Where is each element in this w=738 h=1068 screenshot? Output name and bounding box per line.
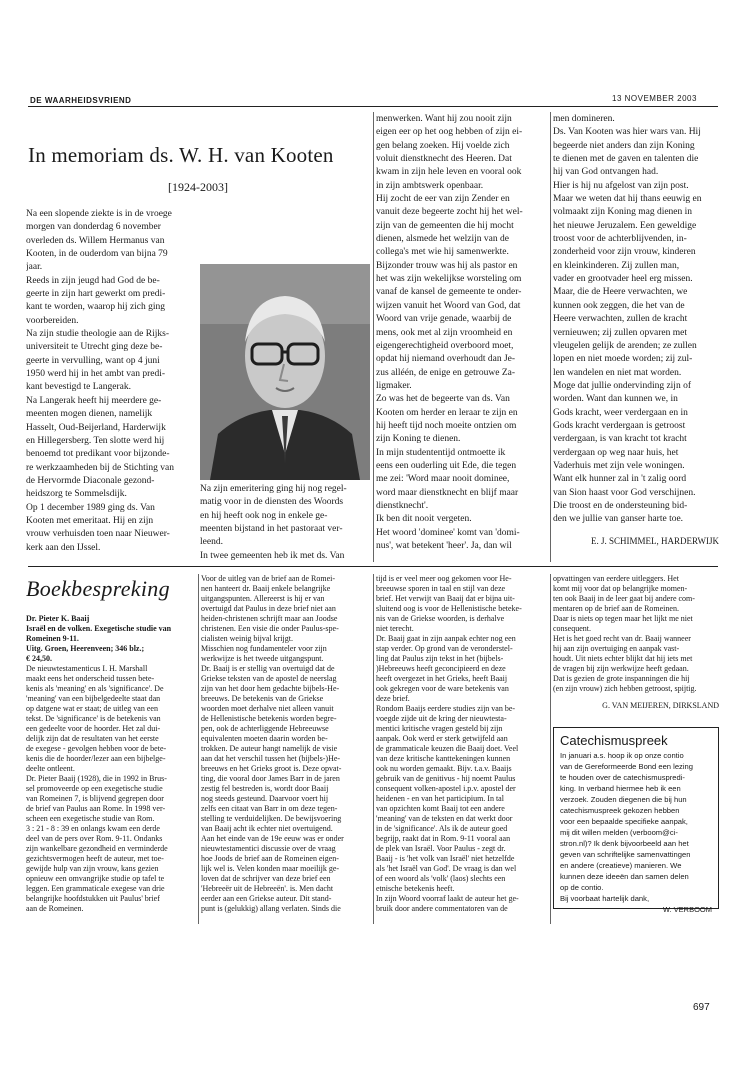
text-line: Woord van vrije genade, waarbij de — [376, 314, 512, 325]
text-line: Bij voorbaat hartelijk dank, — [560, 894, 650, 903]
text-line: scheen een exegetische studie van Rom. — [26, 814, 155, 823]
text-line: Maar we weten dat hij thans eeuwig en — [553, 194, 702, 205]
text-line: len wandelen en niet mat worden. — [553, 367, 682, 378]
text-line: voorbereiden. — [26, 315, 79, 326]
text-line: overleden ds. Willem Hermanus van — [26, 235, 165, 246]
book-title-line: Israël en de volken. Exegetische studie van Romeinen 9-11. — [26, 624, 172, 643]
text-line: Griekse teksten van de apostel de neerslag — [201, 674, 337, 683]
text-line: ligmaker. — [376, 380, 412, 391]
text-line: van deze kritische kanttekeningen kunnen — [376, 754, 511, 763]
text-line: vanaf de kansel de gemeente te onder- — [376, 287, 522, 298]
text-line: opvattingen van eerdere uitleggers. Het — [553, 574, 679, 583]
text-line: lijk wel is. Velen konden maar moeilijk ge- — [201, 864, 340, 873]
text-line: ten ook Baaij in de leer gaat bij andere com- — [553, 594, 695, 603]
text-line: kunnen deze ideeën dan samen delen — [560, 872, 689, 881]
text-line: gezichtsvermogen heeft de auteur, met toe- — [26, 854, 164, 863]
text-line: 3 : 21 - 8 : 39 en onlangs kwam een derde — [26, 824, 160, 833]
text-line: eigengerechtigheid overboord moet, — [376, 340, 514, 351]
text-line: uitgangspunten. Allereerst is hij er van — [201, 594, 325, 603]
text-line: van de Gereformeerde Bond een lezing — [560, 762, 693, 771]
text-line: kunnen ook zeggen, die het van de — [553, 300, 685, 311]
text-line: de grammaticale keuzen die Baaij doet. Veel — [376, 744, 519, 753]
text-line: mij dit willen melden (verboom@ci- — [560, 828, 678, 837]
text-line: woorden moet derhalve niet alleen vanuit — [201, 704, 334, 713]
text-line: zijn wankelbare gezondheid en verminderde — [26, 844, 168, 853]
text-line: heeft overgezet in het Grieks, heeft Baaij — [376, 674, 508, 683]
text-line: In zijn Woord voorraf laakt de auteur het ge- — [376, 894, 519, 903]
memoriam-column-2 — [200, 483, 370, 563]
text-line: gen belang zoeken. Hij voelde zich — [376, 140, 510, 151]
text-line: Dat is gezien de grote inspanningen die hij — [553, 674, 690, 683]
text-line: Hier is hij nu afgelost van zijn post. — [553, 180, 689, 191]
text-line: het nieuwe Jeruzalem. Een geweldige — [553, 220, 697, 231]
text-line: 'Hebreeër uit de Hebreeën'. is. Men dacht — [201, 884, 334, 893]
catechismus-signature: W. VERBOOM — [662, 905, 712, 914]
text-line: stelling te verduidelijken. De bewijsvoering — [201, 814, 342, 823]
boekbespreking-title: Boekbespreking — [26, 576, 170, 601]
text-line: Na een slopende ziekte is in de vroege — [26, 209, 172, 219]
text-line: kant bevestigd te Langerak. — [26, 382, 131, 393]
text-line: menwerken. Want hij zou nooit zijn — [376, 114, 512, 124]
book-publisher: Uitg. Groen, Heerenveen; 346 blz.; — [26, 644, 145, 653]
text-line: Kooten met emeritaat. Hij en zijn — [26, 515, 154, 526]
text-line: punt is (gelukkig) allang verlaten. Sinds die — [201, 904, 341, 913]
text-line: zonderheid voor zijn vrouw, kinderen — [553, 247, 696, 258]
text-line: Baaij - is 'het volk van Israël' niet hetzelfde — [376, 854, 515, 863]
text-line: vanuit deze begeerte zocht hij het wel- — [376, 207, 523, 218]
text-line: en andere (creatieve) manieren. We — [560, 861, 682, 870]
text-line: vrouw verhuisden toen naar Nieuwer- — [26, 529, 170, 540]
text-line: mentaren op de brief aan de Romeinen. — [553, 604, 679, 613]
text-line: cialisten weinig bijval krijgt. — [201, 634, 293, 643]
text-line: Dr. Pieter Baaij (1928), die in 1992 in Brus- — [26, 774, 167, 783]
text-line: )Hebreeuws heeft geconcipieerd en deze — [376, 664, 506, 673]
text-line: geerte in vervulling, want op 4 juni — [26, 355, 160, 366]
text-line: aan dat het verschil tussen het (bijbels-)He- — [201, 754, 341, 763]
text-line: vader en grootvader heel erg missen. — [553, 274, 693, 285]
text-line: vleugelen gelijk de arenden; ze zullen — [553, 340, 697, 351]
text-line: Na zijn emeritering ging hij nog regel- — [200, 484, 347, 494]
text-line: leend. — [200, 537, 223, 548]
text-line: breeuws en het Grieks groot is. Deze opvat- — [201, 764, 342, 773]
publication-name: DE WAARHEIDSVRIEND — [30, 96, 132, 105]
book-price: € 24,50. — [26, 654, 52, 663]
portrait-icon — [200, 264, 370, 480]
text-line: matig voor in de diensten des Woords — [200, 497, 344, 508]
text-line: kenis die de hoorder/lezer aan een bijbelge- — [26, 754, 166, 763]
text-line: leggen. Een grammaticale exegese van drie — [26, 884, 165, 893]
text-line: breeuws. De betekenis van de Griekse — [201, 694, 324, 703]
text-line: gewijde hulp van zijn vrouw, kans gezien — [26, 864, 159, 873]
text-line: houdt. Uit niets echter blijkt dat hij iets met — [553, 654, 693, 663]
text-line: king. In verband hiermee heb ik een — [560, 784, 681, 793]
text-line: kerk aan den IJssel. — [26, 542, 101, 553]
boek-column-1 — [26, 664, 198, 920]
text-line: bruik door andere commentatoren van de — [376, 904, 508, 913]
text-line: den we jullie van ganser harte toe. — [553, 514, 684, 525]
text-line: nus', wat betekent 'heer'. Ja, dan wil — [376, 541, 512, 551]
text-line: Ds. Van Kooten was hier wars van. Hij — [553, 127, 701, 138]
text-line: voegde zijde uit de kring der nieuwtesta- — [376, 714, 507, 723]
page-number: 697 — [693, 1002, 710, 1013]
header-rule — [28, 106, 718, 107]
text-line: vernieuwen; zij zullen opvaren met — [553, 327, 688, 338]
text-line: christenen. Een visie die onder Paulus-spe- — [201, 624, 339, 633]
text-line: Na zijn studie theologie aan de Rijks- — [26, 329, 169, 340]
memoriam-column-4 — [553, 113, 719, 533]
text-line: heidszorg te Sommelsdijk. — [26, 489, 127, 500]
text-line: consequent. — [553, 624, 591, 633]
text-line: Vaderhuis met zijn vele woningen. — [553, 460, 685, 471]
catechismus-text — [560, 750, 715, 904]
text-line: zijn Koning te dienen. — [376, 434, 461, 445]
text-line: Kooten om herder en leraar te zijn en — [376, 407, 518, 418]
text-line: geerte in zijn hart gewerkt om predi- — [26, 289, 166, 300]
text-line: Voor de uitleg van de brief aan de Romei- — [201, 574, 336, 583]
text-line: meenten mogen dienen, namelijk — [26, 409, 153, 420]
text-line: op de contio. — [560, 883, 604, 892]
text-line: kant te worden, waarop hij zich ging — [26, 302, 166, 313]
text-line: aan de Romeinen. — [26, 904, 84, 913]
text-line: ling dat Paulus zijn tekst in het (bijbels- — [376, 654, 504, 663]
text-line: brief. Het verwijt van Baaij dat er bijna uit- — [376, 594, 515, 603]
text-line: ting, die vooral door James Barr in de jaren — [201, 774, 340, 783]
text-line: niet terecht. — [376, 624, 414, 633]
text-line: de plek van Israël. Voor Paulus - zegt dr. — [376, 844, 506, 853]
text-line: hoe Joods de brief aan de Romeinen eigen- — [201, 854, 339, 863]
memoriam-column-1 — [26, 208, 198, 560]
portrait-photo — [200, 264, 370, 480]
text-line: In twee gemeenten heb ik met ds. Van — [200, 550, 345, 561]
column-divider — [550, 574, 551, 924]
text-line: Na Langerak heeft hij meerdere ge- — [26, 395, 162, 406]
text-line: mens, ook met al zijn vroomheid en — [376, 327, 513, 338]
text-line: word maar dienstknecht en blijf maar — [376, 487, 519, 498]
text-line: het was zijn wekelijkse worsteling om — [376, 274, 522, 285]
text-line: nis van de Griekse woorden, is derhalve — [376, 614, 505, 623]
text-line: (en zijn vrouw) zich hebben getroost, spijtig. — [553, 684, 697, 693]
text-line: pen, ook de achterliggende Hebreeuwse — [201, 724, 329, 733]
text-line: nog steeds gesteund. Daarvoor voert hij — [201, 794, 329, 803]
text-line: trokken. De auteur hangt namelijk de visie — [201, 744, 338, 753]
text-line: de Hervormde Diaconale gezond- — [26, 475, 155, 486]
text-line: Aan het einde van de 19e eeuw was er onder — [201, 834, 344, 843]
column-divider — [373, 574, 374, 924]
text-line: op datgene wat er staat; de uitleg van een — [26, 704, 158, 713]
text-line: equivalenten moeten daarin worden be- — [201, 734, 328, 743]
text-line: In januari a.s. hoop ik op onze contio — [560, 751, 684, 760]
text-line: morgen van donderdag 6 november — [26, 222, 161, 233]
text-line: de exegese - gevolgen hebben voor de bete- — [26, 744, 167, 753]
text-line: ook gekregen voor de ware betekenis van — [376, 684, 509, 693]
text-line: zelfs een citaat van Barr in om deze tegen- — [201, 804, 338, 813]
text-line: universiteit te Utrecht ging deze be- — [26, 342, 163, 353]
memoriam-title: In memoriam ds. W. H. van Kooten — [28, 143, 334, 167]
text-line: kwam in zijn hele leven en vooral ook — [376, 167, 522, 178]
text-line: zus alléén, de enige en getrouwe Za- — [376, 367, 516, 378]
text-line: de Hellenistische betekenis worden begre- — [201, 714, 337, 723]
text-line: te dienen met de gaven en talenten die — [553, 154, 699, 165]
memoriam-signature: E. J. SCHIMMEL, HARDERWIJK — [590, 536, 719, 546]
text-line: sel promoveerde op een exegetische studie — [26, 784, 163, 793]
text-line: begrijp, raakt dat in Rom. 9-11 vooral aan — [376, 834, 511, 843]
text-line: men domineren. — [553, 114, 615, 124]
text-line: etnische betekenis heeft. — [376, 884, 455, 893]
text-line: dienstknecht'. — [376, 500, 429, 511]
text-line: tijd is er veel meer oog gekomen voor He- — [376, 574, 512, 583]
text-line: geven van schriftelijke samenvattingen — [560, 850, 691, 859]
text-line: en Hillegersberg. Ten slotte werd hij — [26, 435, 165, 446]
column-divider — [198, 574, 199, 924]
text-line: Zo was het de begeerte van ds. Van — [376, 394, 510, 405]
text-line: Ik ben dit nooit vergeten. — [376, 514, 472, 525]
book-info — [26, 614, 198, 664]
text-line: Reeds in zijn jeugd had God de be- — [26, 275, 160, 286]
text-line: kenis als 'meaning' en als 'significance'. De — [26, 684, 164, 693]
text-line: 1950 werd hij in het ambt van predi- — [26, 369, 166, 380]
column-divider — [373, 112, 374, 562]
text-line: Hij zocht de eer van zijn Zender en — [376, 194, 510, 205]
text-line: eigen eer op het oog hebben of zijn ei- — [376, 127, 523, 138]
text-line: of een woord als 'volk' (laos) slechts een — [376, 874, 506, 883]
text-line: als 'het Israël van God'. De vraag is dan wel — [376, 864, 517, 873]
text-line: Het is het goed recht van dr. Baaij wanneer — [553, 634, 691, 643]
text-line: tekst. De 'significance' is de betekenis van — [26, 714, 161, 723]
text-line: volmaakt zijn Koning mag dienen in — [553, 207, 693, 218]
text-line: ook nu worden gemaakt. Bijv. t.a.v. Baaijs — [376, 764, 512, 773]
text-line: benoemd tot predikant voor bijzonde- — [26, 449, 170, 460]
text-line: en hij heeft ook nog in enkele ge- — [200, 510, 328, 521]
text-line: voor een bepaalde specifieke aanpak, — [560, 817, 688, 826]
text-line: stron.nl)? Ik denk bijvoorbeeld aan het — [560, 839, 689, 848]
text-line: de vragen bij zijn werkwijze heeft gedaan. — [553, 664, 689, 673]
text-line: van Romeinen 7, is blijvend gegrepen door — [26, 794, 164, 803]
text-line: zestig fel bestreden is, wordt door Baaij — [201, 784, 329, 793]
text-line: Heere verwachten, zullen de kracht — [553, 314, 688, 325]
catechismus-title: Catechismuspreek — [560, 733, 668, 748]
text-line: heidenen - en van het participium. In tal — [376, 794, 504, 803]
text-line: zijn van de gemeenten die hij mocht — [376, 220, 514, 231]
text-line: Want elk hunner zal in 't zalig oord — [553, 474, 687, 485]
text-line: stap verder. Op grond van de veronderstel- — [376, 644, 513, 653]
text-line: collega's met wie hij samenwerkte. — [376, 247, 509, 258]
text-line: mentici kritische vragen gesteld bij zijn — [376, 724, 503, 733]
text-line: Kooten, in de ouderdom van bijna 79 — [26, 249, 168, 260]
text-line: begeerde niet anders dan zijn Koning — [553, 140, 695, 151]
text-line: Gods kracht, weer verdergaan en in — [553, 407, 688, 418]
boek-column-4 — [553, 574, 719, 696]
text-line: Dr. Baaij is er stellig van overtuigd dat de — [201, 664, 335, 673]
text-line: Rondom Baaijs eerdere studies zijn van be- — [376, 704, 516, 713]
text-line: troost voor de achterblijvenden, in- — [553, 234, 687, 245]
text-line: de brief van Paulus aan Rome. In 1998 ver- — [26, 804, 166, 813]
text-line: Moge dat jullie ondervinding zijn of — [553, 380, 691, 391]
text-line: overtuigd dat Paulus in deze brief niet aan — [201, 604, 336, 613]
text-line: 'meaning' van de teksten en dat werkt door — [376, 814, 513, 823]
issue-date: 13 NOVEMBER 2003 — [612, 94, 697, 102]
text-line: re werkzaamheden bij de Stichting van — [26, 462, 174, 473]
text-line: wijzen vanuit het Woord van God, dat — [376, 300, 521, 311]
text-line: verdergaan, is van kracht tot kracht — [553, 434, 687, 445]
text-line: hij aan zijn overtuiging en aanpak vast- — [553, 644, 680, 653]
text-line: Dr. Baaij gaat in zijn aanpak echter nog een — [376, 634, 516, 643]
text-line: verdergaan op weg naar huis, het — [553, 447, 679, 458]
text-line: worden. Want dan kunnen we, in — [553, 394, 678, 405]
text-line: Maar, die de Heere verwachten, we — [553, 287, 688, 298]
text-line: komt mij voor dat op belangrijke momen- — [553, 584, 688, 593]
text-line: catechismuspreek gekozen hebben — [560, 806, 680, 815]
column-divider — [550, 112, 551, 562]
text-line: eens een ouderling uit Ede, die tegen — [376, 460, 517, 471]
section-rule — [28, 566, 718, 567]
text-line: dienen, alsmede het welzijn van de — [376, 234, 509, 245]
text-line: heiden-christenen schrijft maar aan Joodse — [201, 614, 338, 623]
text-line: te houden over de catechismuspredi- — [560, 773, 685, 782]
memoriam-years: [1924-2003] — [168, 180, 228, 194]
text-line: Misschien nog fundamenteler voor zijn — [201, 644, 327, 653]
text-line: deel van de pers over Rom. 9-11. Ondanks — [26, 834, 163, 843]
boek-signature: G. VAN MEIJEREN, DIRKSLAND — [602, 701, 719, 710]
text-line: deelte ontleent. — [26, 764, 75, 773]
text-line: zijn van het door hem gedachte bijbels-He- — [201, 684, 340, 693]
text-line: verzoek. Zouden diegenen die bij hun — [560, 795, 687, 804]
text-line: hij van God ontvangen had. — [553, 167, 659, 178]
text-line: eerder aan een Griekse auteur. Dit stand- — [201, 894, 332, 903]
text-line: breeuwse sporen in taal en stijl van deze — [376, 584, 506, 593]
text-line: van Baaij acht ik echter niet overtuigend. — [201, 824, 333, 833]
text-line: nen hanteert dr. Baaij enkele belangrijke — [201, 584, 331, 593]
text-line: een gedeelte voor de hoorder. Het zal dui- — [26, 724, 161, 733]
text-line: belangrijke hoofdstukken uit Paulus' brief — [26, 894, 160, 903]
text-line: lopen en niet moede worden; zij zul- — [553, 354, 693, 365]
text-line: Gods kracht verdergaan is getroost — [553, 420, 686, 431]
book-author: Dr. Pieter K. Baaij — [26, 614, 90, 623]
text-line: Daar is niets op tegen maar het lijkt me niet — [553, 614, 693, 623]
text-line: werkwijze is het tweede uitgangspunt. — [201, 654, 324, 663]
text-line: Het woord 'dominee' komt van 'domi- — [376, 527, 520, 538]
text-line: jaar. — [26, 262, 43, 273]
text-line: opnieuw een omvangrijke studie op tafel te — [26, 874, 165, 883]
text-line: In mijn studententijd ontmoette ik — [376, 447, 506, 458]
text-line: gebruik van de genitivus - hij noemt Paulus — [376, 774, 516, 783]
text-line: deze brief. — [376, 694, 410, 703]
text-line: van Sion haast voor God verschijnen. — [553, 487, 696, 498]
text-line: opdat hij niemand overhoudt dan Je- — [376, 354, 516, 365]
text-line: en kleinkinderen. Zij zullen man, — [553, 260, 680, 271]
text-line: 'meaning' van een bijbelgedeelte staat dan — [26, 694, 161, 703]
text-line: Op 1 december 1989 ging ds. Van — [26, 502, 155, 513]
boek-column-3 — [376, 574, 548, 924]
text-line: van opzichten komt Baaij tot een andere — [376, 804, 505, 813]
text-line: voluit dienstknecht des Heeren. Dat — [376, 154, 512, 165]
text-line: hij heeft tijd noch moeite ontzien om — [376, 420, 517, 431]
boek-column-2 — [201, 574, 373, 924]
memoriam-column-3 — [376, 113, 548, 563]
text-line: maakt eens het onderscheid tussen bete- — [26, 674, 155, 683]
text-line: meenten bijstand in het pastoraat ver- — [200, 524, 343, 535]
text-line: me zei: 'Word maar nooit dominee, — [376, 474, 510, 485]
text-line: delijk zijn dat de resultaten van het eerste — [26, 734, 159, 743]
text-line: loven dat de schrijver van deze brief een — [201, 874, 331, 883]
text-line: Die troost en de ondersteuning bid- — [553, 500, 688, 511]
text-line: aanpak. Ook werd er sterk getwijfeld aan — [376, 734, 508, 743]
text-line: Bijzonder trouw was hij als pastor en — [376, 260, 518, 271]
text-line: nieuwtestamentici discussie over de vraag — [201, 844, 336, 853]
text-line: De nieuwtestamenticus I. H. Marshall — [26, 664, 148, 673]
text-line: Hasselt, Oud-Beijerland, Harderwijk — [26, 422, 166, 433]
text-line: consequent volken-apostel i.p.v. apostel der — [376, 784, 516, 793]
text-line: sluitend oog is voor de Hellenistische beteke- — [376, 604, 522, 613]
text-line: in zijn ambtswerk openbaar. — [376, 180, 484, 191]
text-line: in de 'significance'. Als ik de auteur goed — [376, 824, 508, 833]
